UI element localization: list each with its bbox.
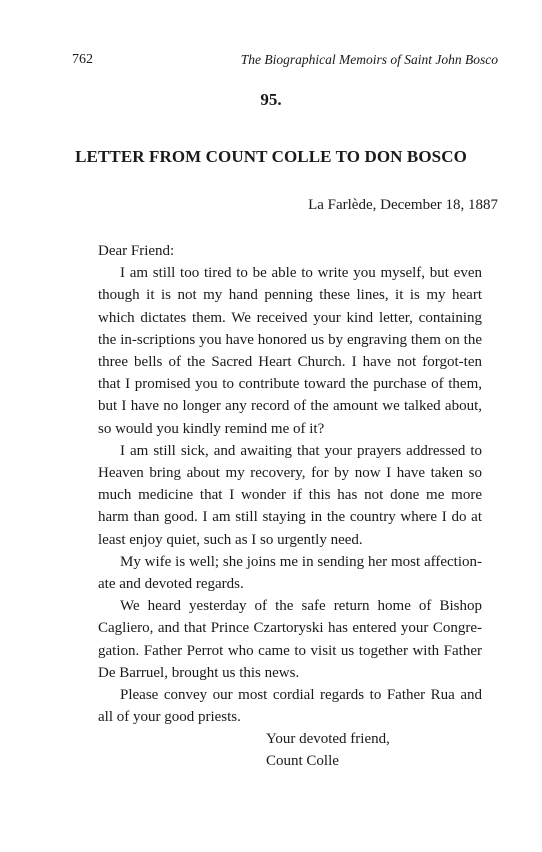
letter-paragraph: I am still too tired to be able to write you myself, but even though it is not my hand penning these lines, it is my heart which dictates them. We received your kind letter, containing the in-scriptions you have honored us by engraving them on the three bells of the Sacred Heart Church. I have not forgot-ten that I promised you to contribute toward the purchase of them, but I have no longer any record of the amount we talked about, so would you kindly remind me of it?: [98, 265, 482, 437]
document-title: LETTER FROM COUNT COLLE TO DON BOSCO: [75, 147, 467, 166]
complimentary-close: Your devoted friend,: [266, 731, 390, 747]
page-number: 762: [72, 52, 93, 67]
dateline: La Farlède, December 18, 1887: [308, 197, 498, 213]
document-number: 95.: [260, 90, 282, 109]
signature: Count Colle: [266, 753, 339, 770]
closing-block: [266, 728, 390, 772]
running-title: The Biographical Memoirs of Saint John Bosco: [240, 52, 498, 67]
letter-paragraph: My wife is well; she joins me in sending her most affection-ate and devoted regards.: [98, 553, 482, 593]
letter-paragraph: Please convey our most cordial regards to Father Rua and all of your good priests.: [98, 687, 482, 726]
letter-paragraph: I am still sick, and awaiting that your prayers addressed to Heaven bring about my recovery, for by now I have taken so much medicine that I wonder if this has not done me more harm than good. I am still staying in the country where I do at least enjoy quiet, such as I so urgently need.: [98, 442, 482, 548]
letter-paragraph: We heard yesterday of the safe return home of Bishop Cagliero, and that Prince Czartoryski has entered your Congre-gation. Father Perrot who came to visit us together with Father De Barruel, brought us this news.: [98, 598, 482, 681]
letter-body: [98, 240, 482, 728]
salutation: Dear Friend:: [98, 243, 175, 259]
